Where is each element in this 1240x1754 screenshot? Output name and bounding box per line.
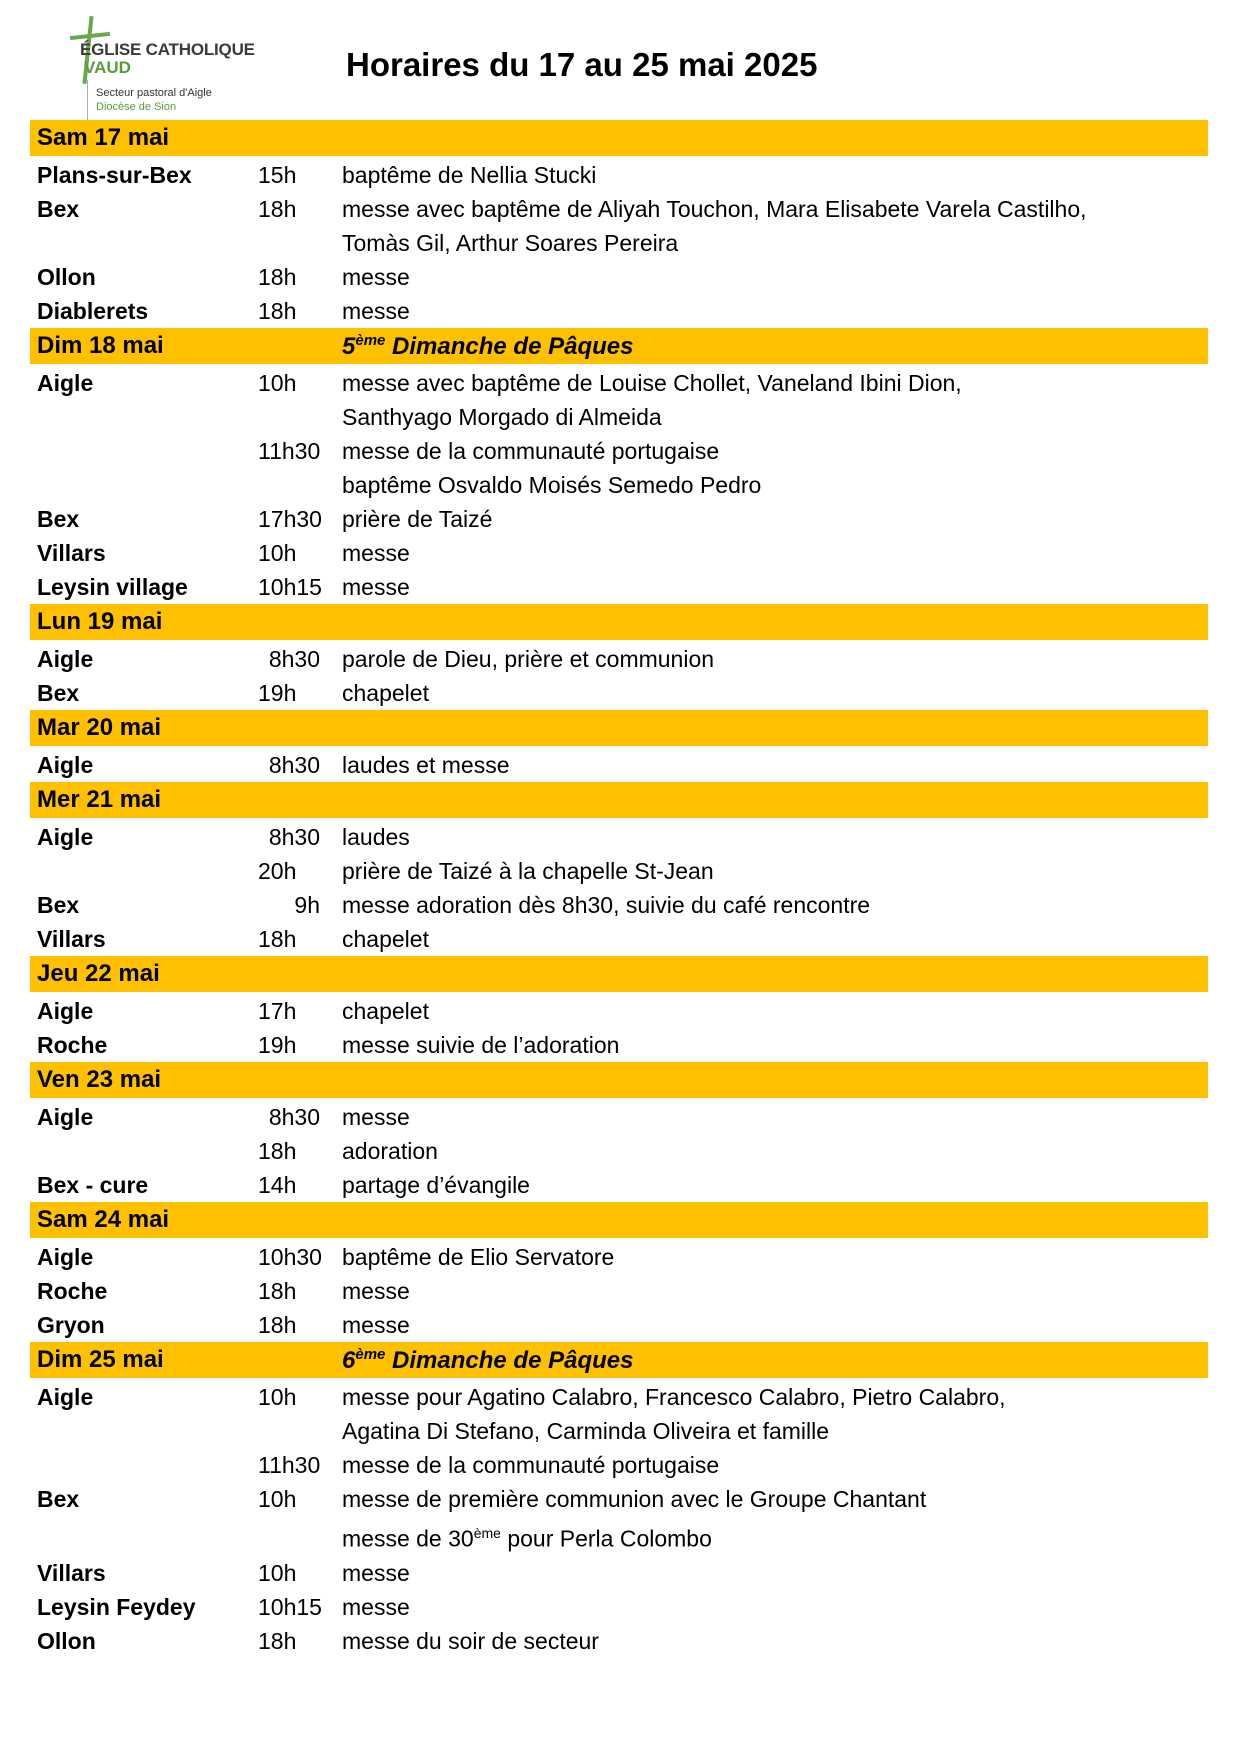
schedule-row <box>30 1168 1208 1202</box>
place: Roche <box>37 1032 108 1058</box>
description: messe de la communauté portugaise <box>342 438 720 464</box>
schedule-row <box>30 1100 1208 1134</box>
description-part: messe de 30 <box>342 1525 474 1552</box>
place: Aigle <box>37 370 94 396</box>
description: Tomàs Gil, Arthur Soares Pereira <box>342 230 679 256</box>
day-header <box>30 1202 1208 1238</box>
description: chapelet <box>342 926 429 952</box>
place: Aigle <box>37 998 94 1024</box>
schedule-row <box>30 158 1208 192</box>
description: messe <box>342 1312 410 1338</box>
description: prière de Taizé <box>342 506 493 532</box>
schedule-row <box>30 468 1208 502</box>
day-name: Sam 24 mai <box>37 1206 170 1233</box>
place: Aigle <box>37 1384 94 1410</box>
description: messe <box>342 1104 410 1130</box>
place <box>30 400 256 434</box>
time: 19h <box>258 1032 297 1058</box>
description: messe suivie de l’adoration <box>342 1032 620 1058</box>
day-header <box>30 956 1208 992</box>
time <box>256 468 342 502</box>
schedule-row <box>30 226 1208 260</box>
time: 8h30 <box>268 646 320 672</box>
time: 8h30 <box>268 752 320 778</box>
day-header <box>30 782 1208 818</box>
schedule-row <box>30 1624 1208 1658</box>
time: 18h <box>258 1312 297 1338</box>
schedule-row <box>30 820 1208 854</box>
place <box>30 468 256 502</box>
feast-ordinal-suffix: ème <box>355 1345 386 1363</box>
description: messe <box>342 264 410 290</box>
description <box>342 1516 1208 1556</box>
time: 10h <box>258 370 297 396</box>
time <box>256 1516 342 1556</box>
description: messe pour Agatino Calabro, Francesco Calabro, Pietro Calabro, <box>342 1384 1006 1410</box>
description: laudes et messe <box>342 752 510 778</box>
description-suffix: ème <box>473 1525 501 1541</box>
day-name: Jeu 22 mai <box>37 960 160 987</box>
time: 18h <box>258 196 297 222</box>
description-part: pour Perla Colombo <box>500 1525 712 1552</box>
schedule-row <box>30 260 1208 294</box>
day-name: Mar 20 mai <box>37 714 162 741</box>
place <box>30 1448 256 1482</box>
time <box>256 1414 342 1448</box>
schedule-row <box>30 854 1208 888</box>
schedule-row <box>30 366 1208 400</box>
schedule-row <box>30 1240 1208 1274</box>
place: Plans-sur-Bex <box>37 162 192 188</box>
time: 10h <box>258 1486 297 1512</box>
time: 19h <box>258 680 297 706</box>
schedule-row <box>30 676 1208 710</box>
description: messe adoration dès 8h30, suivie du café rencontre <box>342 892 871 918</box>
place: Bex <box>37 1486 80 1512</box>
schedule-row <box>30 1414 1208 1448</box>
day-name: Dim 18 mai <box>37 332 164 359</box>
day-feast <box>342 1346 633 1375</box>
time: 10h15 <box>258 1593 322 1620</box>
logo-line-2: VAUD <box>84 58 131 77</box>
logo-line-3: Secteur pastoral d'Aigle <box>96 87 212 99</box>
schedule-row <box>30 748 1208 782</box>
schedule-row <box>30 1308 1208 1342</box>
place: Aigle <box>37 646 94 672</box>
place: Ollon <box>37 1627 96 1654</box>
day-header <box>30 120 1208 156</box>
schedule-row <box>30 1448 1208 1482</box>
time: 11h30 <box>258 1452 321 1478</box>
logo-divider <box>87 80 88 122</box>
time: 18h <box>258 926 297 952</box>
place: Leysin Feydey <box>37 1593 196 1620</box>
place: Ollon <box>37 264 96 290</box>
description: prière de Taizé à la chapelle St-Jean <box>342 858 714 884</box>
schedule-row <box>30 642 1208 676</box>
feast-name: Dimanche de Pâques <box>385 1346 634 1374</box>
description: baptême de Elio Servatore <box>342 1244 615 1270</box>
day-name: Dim 25 mai <box>37 1346 164 1373</box>
description: chapelet <box>342 998 429 1024</box>
time: 8h30 <box>268 1104 320 1130</box>
time: 10h30 <box>258 1244 322 1270</box>
place: Aigle <box>37 824 94 850</box>
description: messe <box>342 540 410 566</box>
place: Leysin village <box>37 574 188 600</box>
place: Bex - cure <box>37 1172 149 1198</box>
place: Bex <box>37 680 80 706</box>
place: Bex <box>37 506 80 532</box>
description: messe <box>342 298 410 324</box>
feast-ordinal: 5 <box>342 332 356 360</box>
schedule-row <box>30 1380 1208 1414</box>
schedule-row <box>30 434 1208 468</box>
description: partage d’évangile <box>342 1172 530 1198</box>
time: 10h <box>258 1559 297 1586</box>
place: Diablerets <box>37 298 149 324</box>
schedule-row <box>30 1028 1208 1062</box>
schedule-row <box>30 502 1208 536</box>
day-name: Lun 19 mai <box>37 608 163 635</box>
place: Aigle <box>37 1104 94 1130</box>
time <box>256 400 342 434</box>
place <box>30 434 256 468</box>
time: 10h <box>258 1384 297 1410</box>
day-name: Ven 23 mai <box>37 1066 162 1093</box>
description: adoration <box>342 1138 438 1164</box>
time: 10h15 <box>258 574 322 600</box>
time: 18h <box>258 298 297 324</box>
place <box>30 1414 256 1448</box>
description: messe du soir de secteur <box>342 1627 599 1654</box>
feast-name: Dimanche de Pâques <box>385 332 634 360</box>
description: messe <box>342 574 410 600</box>
schedule-row <box>30 570 1208 604</box>
schedule-row <box>30 294 1208 328</box>
page-title: Horaires du 17 au 25 mai 2025 <box>346 46 818 83</box>
description: baptême Osvaldo Moisés Semedo Pedro <box>342 472 762 498</box>
time: 15h <box>258 162 297 188</box>
description: messe <box>342 1593 410 1620</box>
day-header <box>30 604 1208 640</box>
place: Aigle <box>37 752 94 778</box>
description: messe <box>342 1559 410 1586</box>
place: Villars <box>37 926 106 952</box>
description: messe de la communauté portugaise <box>342 1452 720 1478</box>
description: Agatina Di Stefano, Carminda Oliveira et famille <box>342 1418 830 1444</box>
place <box>30 1134 256 1168</box>
description: chapelet <box>342 680 429 706</box>
description: Santhyago Morgado di Almeida <box>342 404 662 430</box>
description: messe de première communion avec le Groupe Chantant <box>342 1486 927 1512</box>
day-header <box>30 710 1208 746</box>
schedule-row <box>30 1482 1208 1516</box>
place: Aigle <box>37 1244 94 1270</box>
schedule-row <box>30 1556 1208 1590</box>
place: Roche <box>37 1278 108 1304</box>
day-header <box>30 1062 1208 1098</box>
feast-ordinal: 6 <box>342 1346 356 1374</box>
description: parole de Dieu, prière et communion <box>342 646 715 672</box>
place: Bex <box>37 196 80 222</box>
schedule-row <box>30 994 1208 1028</box>
time: 17h <box>258 998 297 1024</box>
place: Gryon <box>37 1312 105 1338</box>
description: baptême de Nellia Stucki <box>342 162 597 188</box>
time: 10h <box>258 540 297 566</box>
schedule-row <box>30 1274 1208 1308</box>
time: 17h30 <box>258 506 322 532</box>
time: 18h <box>258 1278 297 1304</box>
schedule-row <box>30 922 1208 956</box>
place <box>30 226 256 260</box>
place <box>30 1516 256 1556</box>
time: 18h <box>258 1627 297 1654</box>
time: 18h <box>258 1138 297 1164</box>
day-name: Sam 17 mai <box>37 124 170 151</box>
place: Villars <box>37 1559 106 1586</box>
description: messe avec baptême de Louise Chollet, Vaneland Ibini Dion, <box>342 370 962 396</box>
day-header <box>30 1342 1208 1378</box>
time: 18h <box>258 264 297 290</box>
place: Villars <box>37 540 106 566</box>
logo-line-1: ÉGLISE CATHOLIQUE <box>80 40 255 59</box>
description: laudes <box>342 824 410 850</box>
time: 8h30 <box>268 824 320 850</box>
schedule <box>30 120 1208 1658</box>
schedule-row <box>30 400 1208 434</box>
day-name: Mer 21 mai <box>37 786 162 813</box>
parish-logo <box>66 14 296 122</box>
time: 9h <box>294 892 320 918</box>
day-feast <box>342 332 633 361</box>
time: 20h <box>258 858 297 884</box>
time: 11h30 <box>258 438 321 464</box>
schedule-row <box>30 1516 1208 1556</box>
schedule-row <box>30 1134 1208 1168</box>
schedule-row <box>30 888 1208 922</box>
logo-line-4: Diocèse de Sion <box>96 101 177 113</box>
feast-ordinal-suffix: ème <box>355 331 386 349</box>
schedule-row <box>30 1590 1208 1624</box>
place: Bex <box>37 892 80 918</box>
time <box>256 226 342 260</box>
schedule-row <box>30 536 1208 570</box>
time: 14h <box>258 1172 297 1198</box>
schedule-row <box>30 192 1208 226</box>
description: messe <box>342 1278 410 1304</box>
description: messe avec baptême de Aliyah Touchon, Mara Elisabete Varela Castilho, <box>342 196 1087 222</box>
place <box>30 854 256 888</box>
day-header <box>30 328 1208 364</box>
